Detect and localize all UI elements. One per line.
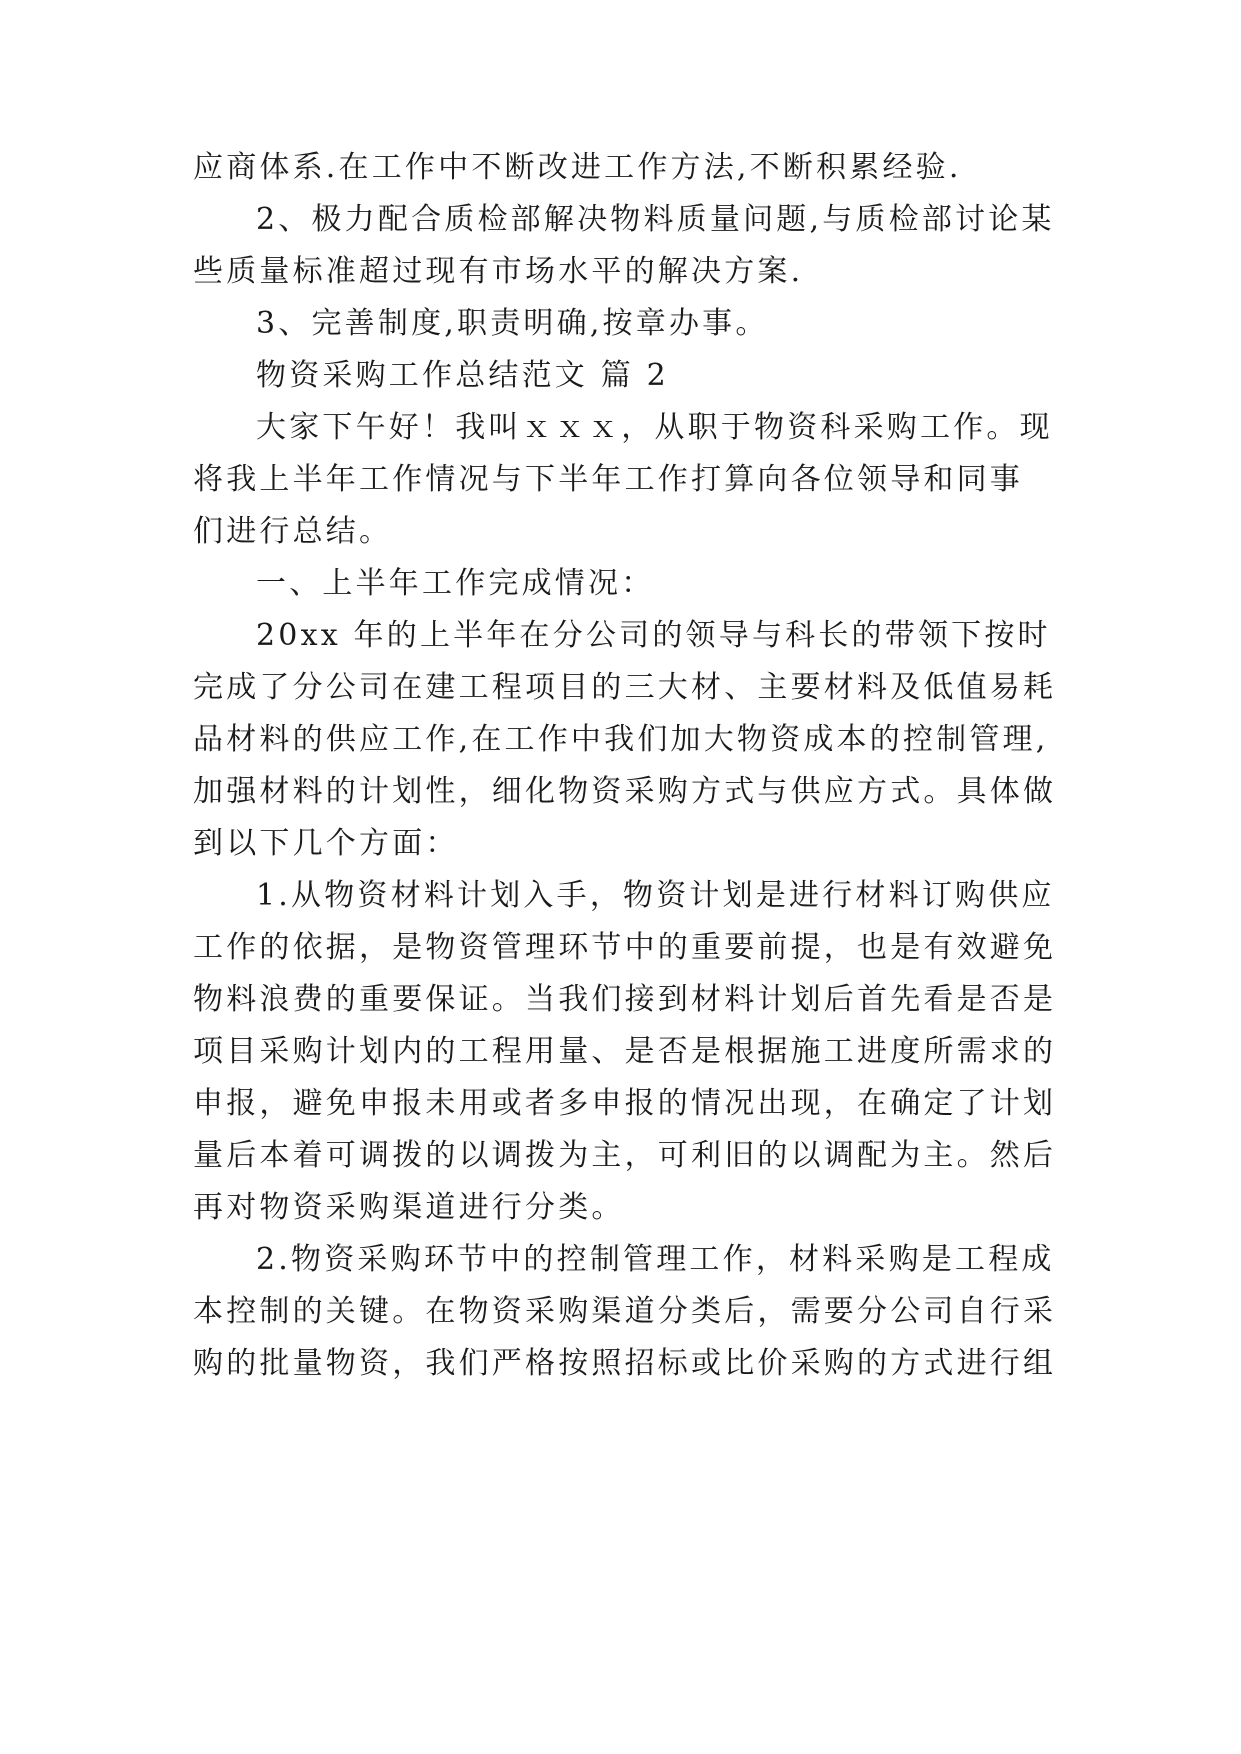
text-line: 将我上半年工作情况与下半年工作打算向各位领导和同事: [193, 462, 1023, 497]
text-line: 本控制的关键。在物资采购渠道分类后，需要分公司自行采: [193, 1294, 1057, 1329]
text-line: 2.物资采购环节中的控制管理工作，材料采购是工程成: [256, 1242, 1055, 1277]
text-line: 20xx 年的上半年在分公司的领导与科长的带领下按时: [256, 618, 1051, 653]
text-line: 量后本着可调拨的以调拨为主，可利旧的以调配为主。然后: [193, 1138, 1057, 1173]
text-line: 品材料的供应工作,在工作中我们加大物资成本的控制管理,: [193, 722, 1049, 757]
text-line: 到以下几个方面：: [193, 826, 459, 861]
text-line: 应商体系.在工作中不断改进工作方法,不断积累经验.: [193, 150, 962, 185]
text-line: 2、极力配合质检部解决物料质量问题,与质检部讨论某: [256, 202, 1055, 237]
text-line: 项目采购计划内的工程用量、是否是根据施工进度所需求的: [193, 1034, 1057, 1069]
text-line: 申报，避免申报未用或者多申报的情况出现，在确定了计划: [193, 1086, 1057, 1121]
text-line: 1.从物资材料计划入手，物资计划是进行材料订购供应: [256, 878, 1055, 913]
text-line: 3、完善制度,职责明确,按章办事。: [256, 306, 769, 341]
text-line: 工作的依据，是物资管理环节中的重要前提，也是有效避免: [193, 930, 1057, 965]
text-line: 些质量标准超过现有市场水平的解决方案.: [193, 254, 804, 289]
section-heading: 物资采购工作总结范文 篇 2: [256, 358, 669, 393]
text-line: 们进行总结。: [193, 514, 393, 549]
text-line: 大家下午好！我叫ｘｘｘ，从职于物资科采购工作。现: [256, 410, 1053, 445]
text-line: 完成了分公司在建工程项目的三大材、主要材料及低值易耗: [193, 670, 1057, 705]
text-line: 物料浪费的重要保证。当我们接到材料计划后首先看是否是: [193, 982, 1057, 1017]
text-line: 加强材料的计划性，细化物资采购方式与供应方式。具体做: [193, 774, 1057, 809]
text-line: 再对物资采购渠道进行分类。: [193, 1190, 625, 1225]
text-line: 购的批量物资，我们严格按照招标或比价采购的方式进行组: [193, 1346, 1057, 1381]
subsection-heading: 一、上半年工作完成情况：: [256, 566, 655, 601]
